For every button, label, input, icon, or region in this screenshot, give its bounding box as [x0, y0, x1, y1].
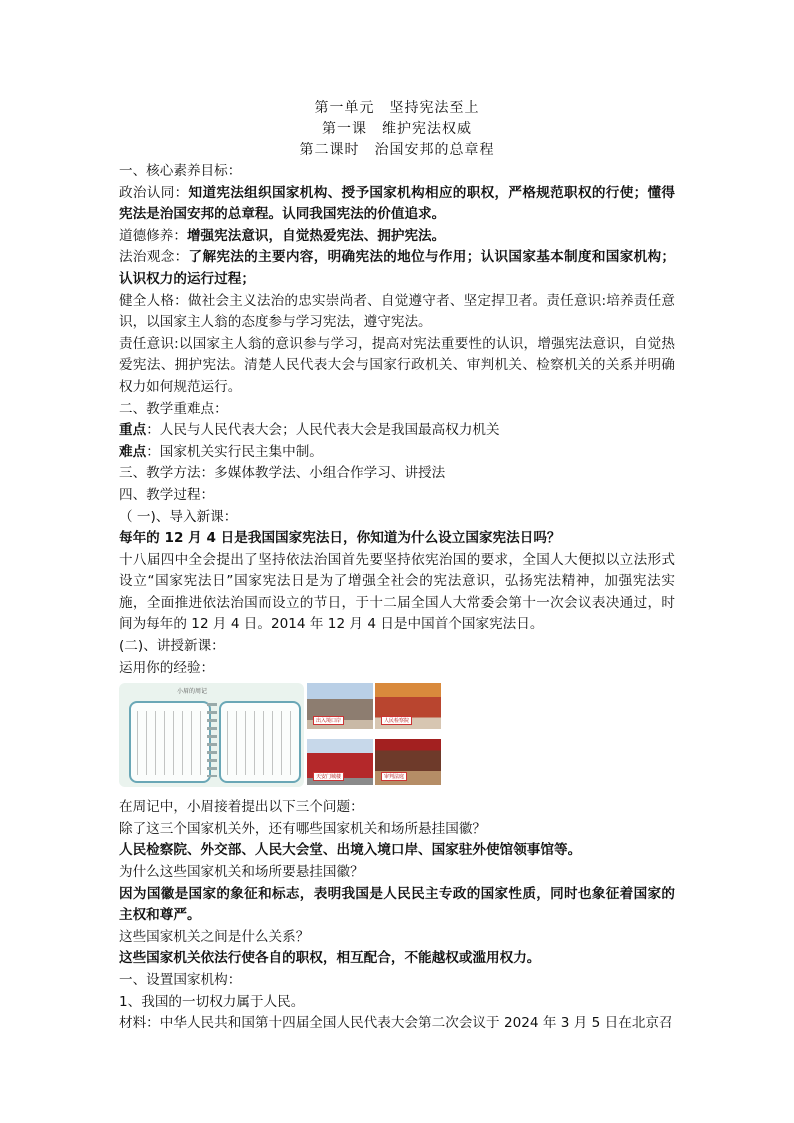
political-label: 政治认同：	[119, 184, 189, 201]
period-title: 第二课时 治国安邦的总章程	[299, 142, 495, 158]
important-label: 重点	[119, 422, 147, 439]
methods-text: 三、教学方法：多媒体教学法、小组合作学习、讲授法	[119, 465, 446, 482]
objectives-heading: 一、核心素养目标：	[119, 163, 242, 179]
document-page	[119, 98, 675, 1035]
personality-text: 健全人格：做社会主义法治的忠实崇尚者、自觉遵守者、坚定捍卫者。责任意识:培养责任意识，以国家主人翁的态度参与学习宪法，遵守宪法。	[119, 292, 675, 331]
material-text: 材料：中华人民共和国第十四届全国人民代表大会第二次会议于 2024 年 3 月 5 日在北京召	[119, 1015, 673, 1032]
question-3: 这些国家机关之间是什么关系？	[119, 928, 310, 945]
answer-3: 这些国家机关依法行使各自的职权，相互配合，不能越权或滥用权力。	[119, 950, 541, 967]
moral-cultivation	[119, 226, 675, 248]
political-identity	[119, 183, 675, 226]
difficult-label: 难点	[119, 443, 147, 460]
intro-answer: 十八届四中全会提出了坚持依法治国首先要坚持依宪治国的要求，全国人大便拟以立法形式设立“国家宪法日”国家宪法日是为了增强全社会的宪法意识，弘扬宪法精神，加强宪法实施，全面推进依法治国而设立的节日，于十二届全国人大常委会第十一次会议表决通过，时间为每年的 12 月 4 日。2014 年 12 月 4 日是中国首个国家宪法日。	[119, 551, 675, 633]
photo-procuratorate	[375, 683, 441, 729]
rule-of-law	[119, 247, 675, 290]
notebook-rings	[207, 703, 217, 777]
responsibility-text: 责任意识:以国家主人翁的意识参与学习，提高对宪法重要性的认识，增强宪法意识，自觉热爱宪法、拥护宪法。清楚人民代表大会与国家行政机关、审判机关、检察机关的关系并明确权力如何规范运行。	[119, 335, 675, 395]
questions-lead: 在周记中，小眉接着提出以下三个问题：	[119, 799, 364, 816]
notebook-illustration	[119, 683, 304, 787]
important-point	[119, 420, 675, 442]
lesson-figure	[119, 683, 675, 791]
notebook-left-page	[129, 701, 211, 783]
question-2: 为什么这些国家机关和场所要悬挂国徽？	[119, 864, 364, 881]
intro-heading: （ 一)、导入新课：	[119, 508, 238, 525]
photo-caption-4: 审判法庭	[381, 772, 407, 781]
experience-prompt: 运用你的经验：	[119, 659, 215, 676]
process-heading: 四、教学过程：	[119, 486, 215, 503]
answer-1: 人民检察院、外交部、人民大会堂、出境入境口岸、国家驻外使馆领事馆等。	[119, 842, 582, 859]
difficult-text: ：国家机关实行民主集中制。	[146, 443, 323, 460]
important-text: ：人民与人民代表大会；人民代表大会是我国最高权力机关	[146, 422, 500, 439]
political-text: 知道宪法组织国家机构、授予国家机构相应的职权，严格规范职权的行使；懂得宪法是治国安邦的总章程。认同我国宪法的价值追求。	[119, 184, 676, 223]
key-points-heading: 二、教学重难点：	[119, 400, 228, 417]
answer-2: 因为国徽是国家的象征和标志，表明我国是人民民主专政的国家性质，同时也象征着国家的主权和尊严。	[119, 885, 675, 924]
notebook-right-page	[219, 701, 301, 783]
section-one-heading: 一、设置国家机构：	[119, 972, 242, 988]
notebook-title: 小眉的周记	[177, 688, 208, 696]
difficult-point	[119, 442, 675, 464]
unit-title: 第一单元 坚持宪法至上	[314, 100, 480, 116]
moral-label: 道德修养：	[119, 227, 187, 244]
question-1: 除了这三个国家机关外，还有哪些国家机关和场所悬挂国徽？	[119, 820, 487, 837]
new-lesson-heading: (二)、讲授新课：	[119, 638, 225, 655]
photo-caption-1: 出入境口岸	[313, 716, 344, 725]
photo-courtroom	[375, 739, 441, 785]
photo-caption-3: 天安门城楼	[313, 772, 344, 781]
law-label: 法治观念：	[119, 249, 189, 266]
section-one-point-1: 1、我国的一切权力属于人民。	[119, 993, 305, 1010]
intro-question: 每年的 12 月 4 日是我国国家宪法日，你知道为什么设立国家宪法日吗？	[119, 530, 561, 547]
moral-text: 增强宪法意识，自觉热爱宪法、拥护宪法。	[186, 227, 446, 244]
photo-entry-port	[307, 683, 373, 729]
law-text: 了解宪法的主要内容，明确宪法的地位与作用；认识国家基本制度和国家机构；认识权力的运行过程；	[119, 249, 676, 287]
lesson-title: 第一课 维护宪法权威	[322, 121, 472, 137]
photo-tiananmen	[307, 739, 373, 785]
photo-caption-2: 人民检察院	[381, 716, 412, 725]
